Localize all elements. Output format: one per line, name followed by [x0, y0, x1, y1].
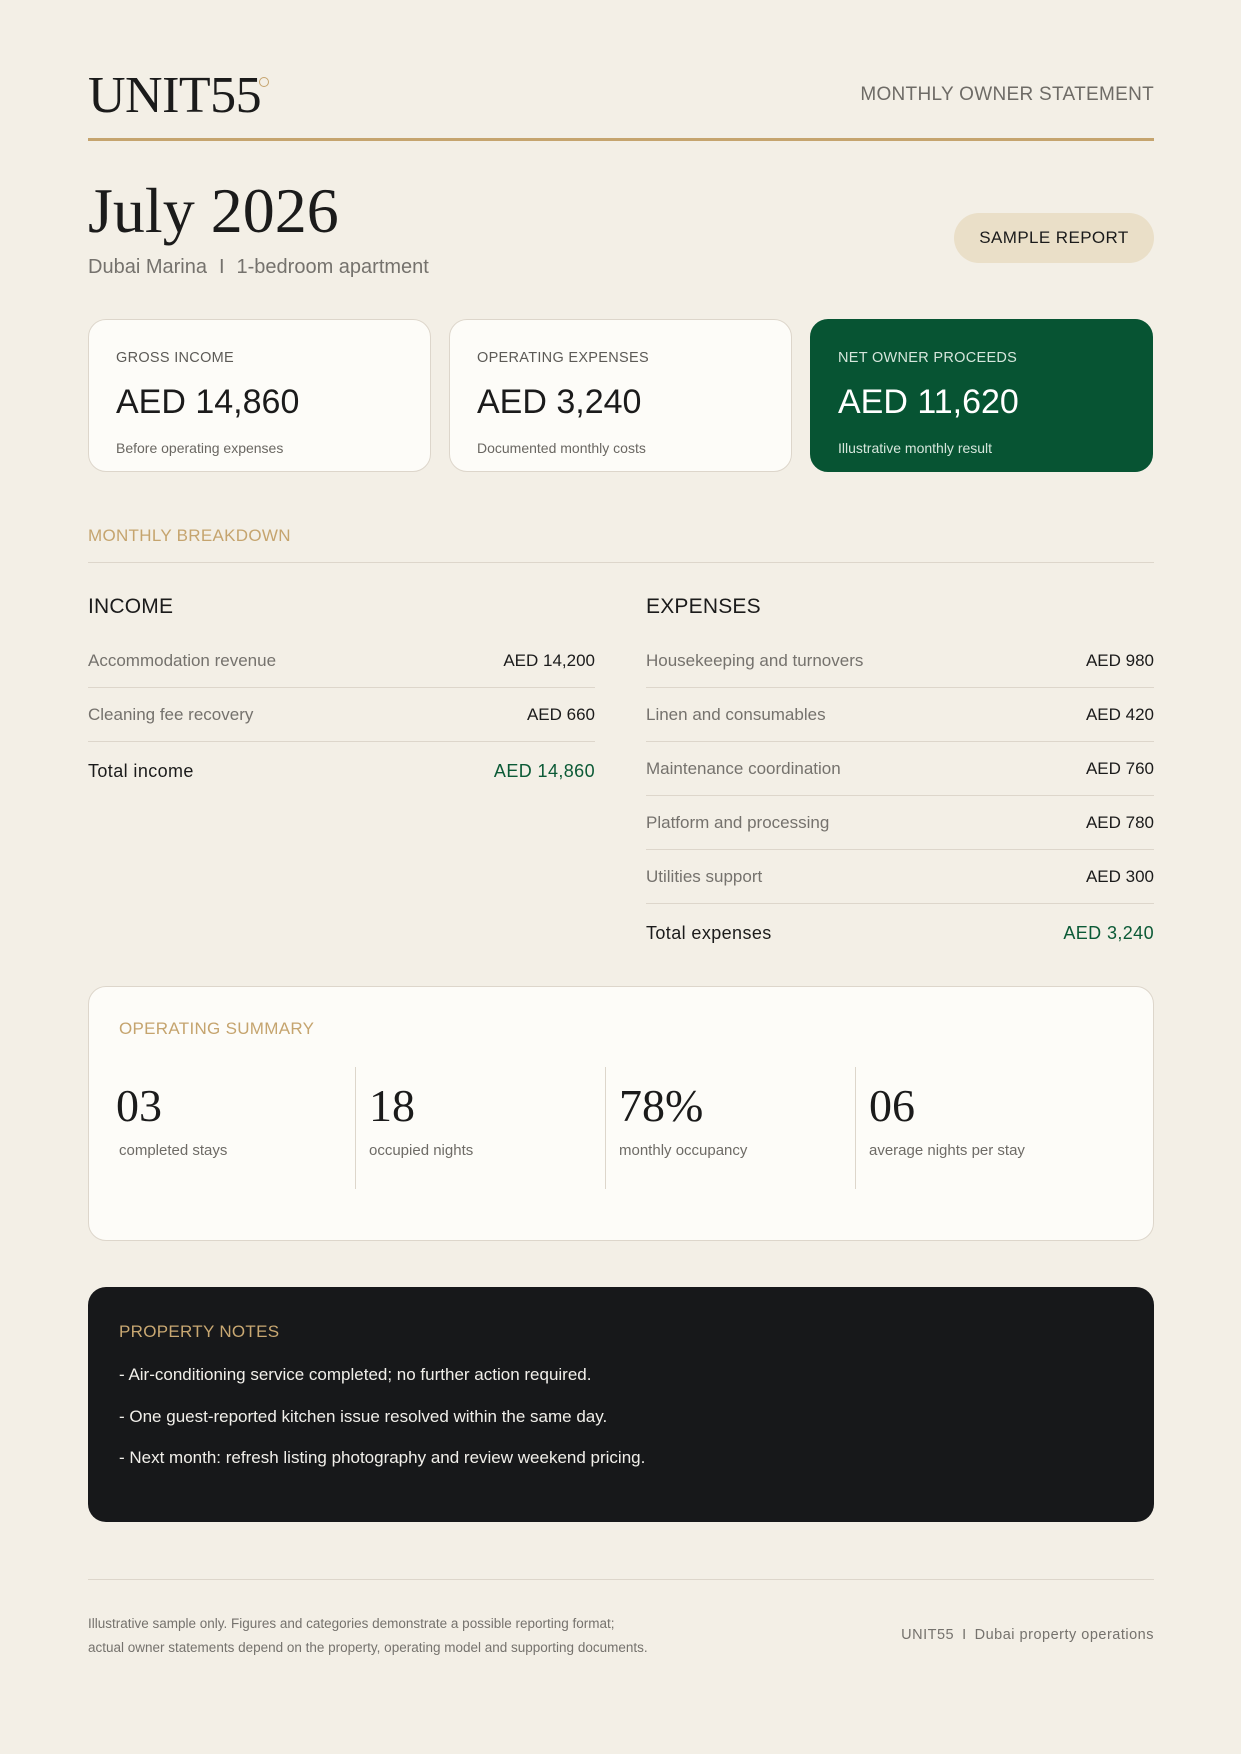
kpi-card-gross-income [88, 319, 431, 472]
stat-caption: completed stays [119, 1142, 228, 1159]
income-total-row [88, 742, 595, 800]
expense-line-item [646, 634, 1154, 688]
header-divider [88, 138, 1154, 141]
footer-disclaimer [88, 1612, 648, 1660]
kpi-card-operating-expenses [449, 319, 792, 472]
kpi-note: Illustrative monthly result [838, 440, 993, 456]
kpi-note: Documented monthly costs [477, 440, 646, 456]
footer-brand [901, 1627, 1154, 1643]
note-item: - One guest-reported kitchen issue resolved within the same day. [119, 1406, 608, 1426]
statement-page [88, 0, 1154, 1754]
kpi-value: AED 14,860 [116, 383, 300, 421]
expenses-title: EXPENSES [646, 595, 761, 618]
stat-occupied-nights [355, 1067, 605, 1189]
expenses-total-row [646, 904, 1154, 962]
stat-caption: monthly occupancy [619, 1142, 748, 1159]
total-expenses-value: AED 3,240 [1063, 922, 1154, 943]
line-item-label: Accommodation revenue [88, 650, 277, 670]
line-item-value: AED 780 [1085, 812, 1154, 832]
breakdown-divider [88, 562, 1154, 563]
kpi-card-net-owner-proceeds [810, 319, 1153, 472]
operating-summary-card [88, 986, 1154, 1241]
summary-section-label: OPERATING SUMMARY [119, 1019, 315, 1038]
kpi-label: NET OWNER PROCEEDS [838, 350, 1018, 366]
expense-line-item [646, 796, 1154, 850]
expense-line-item [646, 742, 1154, 796]
kpi-value: AED 3,240 [477, 383, 642, 421]
brand-logo: UNIT55 [88, 67, 262, 124]
income-line-item [88, 634, 595, 688]
line-item-value: AED 980 [1085, 650, 1154, 670]
property-location: Dubai Marina [88, 256, 207, 278]
stat-value: 03 [116, 1080, 162, 1131]
sample-report-badge: SAMPLE REPORT [954, 213, 1154, 263]
notes-section-label: PROPERTY NOTES [119, 1322, 280, 1341]
line-item-label: Linen and consumables [646, 704, 826, 724]
expense-line-item [646, 850, 1154, 904]
stat-caption: occupied nights [369, 1142, 474, 1159]
brand-ring-icon [259, 77, 269, 87]
subtitle-separator: I [218, 256, 225, 278]
line-item-value: AED 300 [1085, 866, 1154, 886]
property-notes-card [88, 1287, 1154, 1522]
line-item-value: AED 660 [526, 704, 595, 724]
stat-value: 18 [369, 1080, 415, 1131]
income-title: INCOME [88, 595, 174, 618]
line-item-label: Maintenance coordination [646, 758, 841, 778]
disclaimer-line: Illustrative sample only. Figures and categories demonstrate a possible reporting format; [88, 1616, 615, 1631]
line-item-value: AED 420 [1085, 704, 1154, 724]
note-item: - Air-conditioning service completed; no further action required. [119, 1365, 592, 1384]
statement-title: MONTHLY OWNER STATEMENT [860, 84, 1154, 105]
total-expenses-label: Total expenses [646, 922, 772, 943]
kpi-label: OPERATING EXPENSES [477, 350, 649, 366]
line-item-value: AED 760 [1085, 758, 1154, 778]
line-item-label: Platform and processing [646, 812, 830, 832]
income-line-item [88, 688, 595, 742]
income-column [88, 593, 595, 800]
kpi-note: Before operating expenses [116, 440, 284, 456]
footer-tagline: Dubai property operations [974, 1627, 1154, 1643]
property-subtitle [88, 256, 429, 279]
line-item-label: Utilities support [646, 866, 763, 886]
footer-separator: I [962, 1627, 967, 1643]
line-item-value: AED 14,200 [503, 650, 595, 670]
kpi-value: AED 11,620 [838, 383, 1019, 421]
report-month: July 2026 [88, 175, 339, 246]
stat-monthly-occupancy [605, 1067, 855, 1189]
footer-brand-name: UNIT55 [901, 1627, 955, 1643]
kpi-label: GROSS INCOME [116, 350, 234, 366]
notes-list [119, 1364, 1123, 1469]
note-item: - Next month: refresh listing photography and review weekend pricing. [119, 1448, 646, 1467]
total-income-label: Total income [88, 760, 194, 781]
stat-value: 06 [869, 1080, 915, 1131]
expense-line-item [646, 688, 1154, 742]
disclaimer-line: actual owner statements depend on the property, operating model and supporting documents. [88, 1640, 648, 1655]
total-income-value: AED 14,860 [493, 760, 595, 781]
breakdown-section-label: MONTHLY BREAKDOWN [88, 526, 291, 545]
expenses-column [646, 593, 1154, 962]
summary-stats [89, 1067, 1155, 1189]
stat-completed-stays [116, 1067, 359, 1189]
line-item-label: Housekeeping and turnovers [646, 650, 864, 670]
footer-divider [88, 1579, 1154, 1580]
stat-value: 78% [619, 1080, 704, 1131]
stat-average-nights-per-stay [855, 1067, 1125, 1189]
stat-caption: average nights per stay [869, 1142, 1025, 1159]
property-type: 1-bedroom apartment [236, 256, 429, 278]
kpi-row [88, 319, 1154, 472]
line-item-label: Cleaning fee recovery [88, 704, 254, 724]
